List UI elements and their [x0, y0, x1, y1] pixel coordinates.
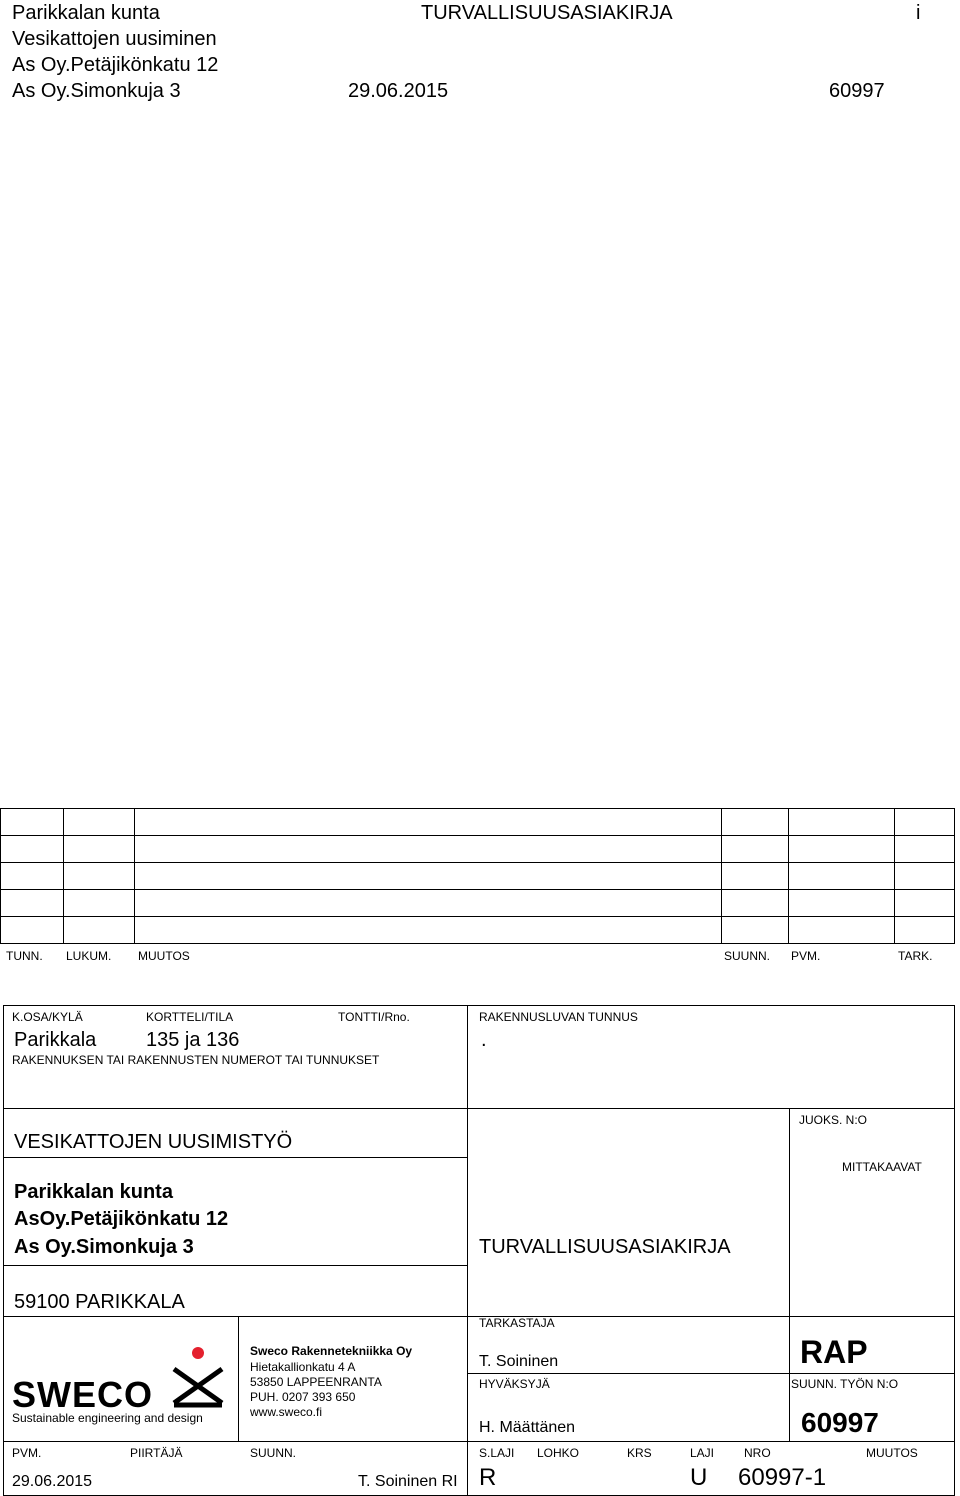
tarkastaja-value: T. Soininen: [479, 1353, 559, 1370]
company-phone: PUH. 0207 393 650: [250, 1390, 356, 1404]
nro-label: NRO: [744, 1446, 771, 1460]
slaji-value: R: [479, 1464, 497, 1491]
company-postal: 53850 LAPPEENRANTA: [250, 1375, 382, 1389]
lohko-label: LOHKO: [537, 1446, 580, 1460]
header-address-2: As Oy.Simonkuja 3: [12, 80, 181, 102]
revision-col-pvm: PVM.: [791, 949, 821, 963]
address-line-2: As Oy.Simonkuja 3: [14, 1236, 194, 1258]
pvm-value: 29.06.2015: [12, 1473, 93, 1490]
kosa-value: Parikkala: [14, 1029, 97, 1051]
luvan-label: RAKENNUSLUVAN TUNNUS: [479, 1010, 638, 1024]
suunn-label: SUUNN.: [250, 1446, 297, 1460]
hyvaksyja-label: HYVÄKSYJÄ: [479, 1377, 550, 1391]
address-line-1: AsOy.Petäjikönkatu 12: [14, 1208, 229, 1230]
revision-col-tunn: TUNN.: [6, 949, 43, 963]
sweco-logo-text: SWECO: [12, 1374, 154, 1415]
tyon-value: 60997: [801, 1407, 879, 1438]
company-street: Hietakallionkatu 4 A: [250, 1360, 356, 1374]
revision-col-suunn: SUUNN.: [724, 949, 771, 963]
work-title: VESIKATTOJEN UUSIMISTYÖ: [14, 1131, 293, 1153]
header-date: 29.06.2015: [348, 80, 449, 102]
kortteli-label: KORTTELI/TILA: [146, 1010, 234, 1024]
rap-code: RAP: [800, 1334, 868, 1370]
tarkastaja-label: TARKASTAJA: [479, 1316, 555, 1330]
kosa-label: K.OSA/KYLÄ: [12, 1010, 83, 1024]
header-project: Vesikattojen uusiminen: [12, 28, 217, 50]
hyvaksyja-value: H. Määttänen: [479, 1419, 576, 1436]
mittakaavat-label: MITTAKAAVAT: [842, 1160, 922, 1174]
header-page-marker: i: [916, 2, 921, 24]
laji-label: LAJI: [690, 1446, 715, 1460]
slaji-label: S.LAJI: [479, 1446, 515, 1460]
tontti-label: TONTTI/Rno.: [338, 1010, 410, 1024]
piirtaja-label: PIIRTÄJÄ: [130, 1446, 183, 1460]
laji-value: U: [690, 1464, 708, 1491]
company-name: Sweco Rakennetekniikka Oy: [250, 1344, 413, 1358]
revision-col-tark: TARK.: [898, 949, 933, 963]
muutos-label: MUUTOS: [866, 1446, 918, 1460]
company-web: www.sweco.fi: [250, 1405, 323, 1419]
juoks-label: JUOKS. N:O: [799, 1113, 868, 1127]
pvm-label: PVM.: [12, 1446, 42, 1460]
company-tagline: Sustainable engineering and design: [12, 1411, 203, 1425]
nro-value: 60997-1: [738, 1464, 827, 1491]
city: 59100 PARIKKALA: [14, 1291, 185, 1313]
numerot-label: RAKENNUKSEN TAI RAKENNUSTEN NUMEROT TAI TUNNUKSET: [12, 1053, 380, 1067]
suunn-value: T. Soininen RI: [358, 1473, 458, 1490]
header-doc-title: TURVALLISUUSASIAKIRJA: [421, 2, 673, 24]
revision-col-muutos: MUUTOS: [138, 949, 190, 963]
header-number: 60997: [829, 80, 885, 102]
client-line: Parikkalan kunta: [14, 1181, 173, 1203]
header-address-1: As Oy.Petäjikönkatu 12: [12, 54, 219, 76]
kortteli-value: 135 ja 136: [146, 1029, 240, 1051]
drawing-title: TURVALLISUUSASIAKIRJA: [479, 1236, 731, 1258]
luvan-value: .: [481, 1029, 487, 1051]
tyon-label: SUUNN. TYÖN N:O: [791, 1377, 899, 1391]
revision-col-lukum: LUKUM.: [66, 949, 112, 963]
krs-label: KRS: [627, 1446, 652, 1460]
header-client: Parikkalan kunta: [12, 2, 160, 24]
sweco-logo-icon: [170, 1345, 226, 1409]
